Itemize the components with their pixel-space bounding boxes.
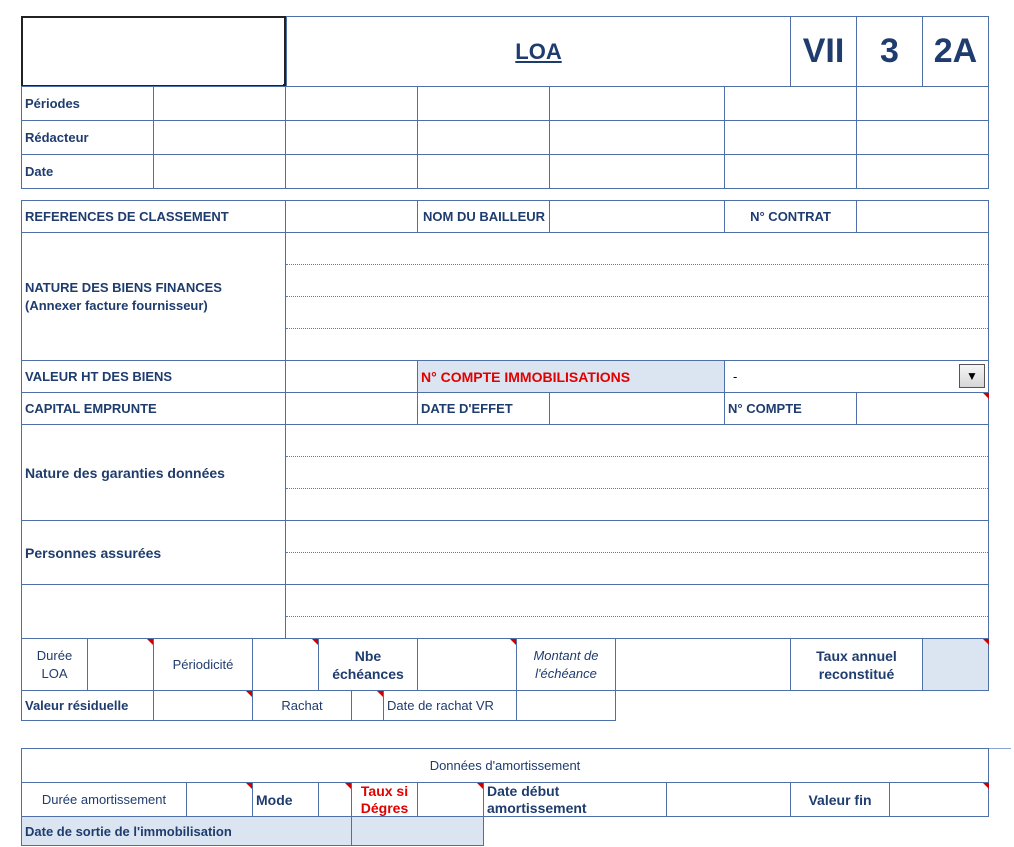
nature-biens-line1: NATURE DES BIENS FINANCES (25, 279, 222, 295)
label-taux-degres (351, 782, 418, 817)
valeur-ht-value[interactable] (285, 360, 418, 393)
date-debut-amortissement-value[interactable] (666, 782, 791, 817)
label-periodes: Périodes (21, 86, 154, 121)
num-contrat-value[interactable] (856, 200, 989, 233)
label-garanties: Nature des garanties données (21, 424, 286, 521)
compte-immo-selected-value: - (733, 369, 738, 384)
redacteur-cell-2[interactable] (285, 120, 418, 155)
periodes-cell-6[interactable] (856, 86, 989, 121)
dropdown-arrow-icon[interactable]: ▼ (959, 364, 985, 388)
dotted-separator (286, 296, 988, 297)
taux-annuel-line1: Taux annuel (816, 647, 897, 664)
redacteur-cell-1[interactable] (153, 120, 286, 155)
section-code-3: 3 (856, 16, 923, 87)
dotted-separator (286, 616, 988, 617)
periodes-cell-2[interactable] (285, 86, 418, 121)
redacteur-cell-4[interactable] (549, 120, 725, 155)
compte-immo-dropdown[interactable] (724, 360, 989, 393)
taux-degres-line2: Dégres (360, 799, 409, 816)
date-cell-2[interactable] (285, 154, 418, 189)
label-compte-immobilisations: N° COMPTE IMMOBILISATIONS (417, 360, 725, 393)
label-personnes-assurees: Personnes assurées (21, 520, 286, 585)
section-title-amortissement: Données d'amortissement (21, 748, 989, 783)
date-sortie-value[interactable] (351, 816, 484, 846)
label-num-contrat: N° CONTRAT (724, 200, 857, 233)
date-cell-1[interactable] (153, 154, 286, 189)
montant-echeance-line2: l'échéance (535, 665, 597, 681)
comment-indicator[interactable] (983, 393, 989, 399)
num-compte-value[interactable] (856, 392, 989, 425)
label-date-debut-amortissement (483, 782, 667, 817)
comment-indicator[interactable] (983, 639, 989, 645)
date-cell-5[interactable] (724, 154, 857, 189)
redacteur-cell-5[interactable] (724, 120, 857, 155)
date-cell-4[interactable] (549, 154, 725, 189)
label-num-compte: N° COMPTE (724, 392, 857, 425)
label-taux-annuel (790, 638, 923, 691)
valeur-residuelle-value[interactable] (153, 690, 253, 721)
periodes-cell-4[interactable] (549, 86, 725, 121)
label-valeur-residuelle: Valeur résiduelle (21, 690, 154, 721)
comment-indicator[interactable] (983, 783, 989, 789)
duree-loa-value[interactable] (87, 638, 154, 691)
label-nom-bailleur: NOM DU BAILLEUR (417, 200, 550, 233)
dotted-separator (286, 552, 988, 553)
form-title: LOA (286, 16, 791, 87)
label-montant-echeance (516, 638, 616, 691)
taux-annuel-line2: reconstitué (818, 665, 895, 682)
date-cell-6[interactable] (856, 154, 989, 189)
taux-degres-value[interactable] (417, 782, 484, 817)
redacteur-cell-6[interactable] (856, 120, 989, 155)
garanties-value[interactable] (285, 424, 989, 521)
label-valeur-fin: Valeur fin (790, 782, 890, 817)
nbe-echeances-line1: Nbe (354, 647, 382, 664)
section-code-2a: 2A (922, 16, 989, 87)
montant-echeance-value[interactable] (615, 638, 791, 691)
selected-cell[interactable] (21, 16, 286, 87)
valeur-fin-value[interactable] (889, 782, 989, 817)
redacteur-cell-3[interactable] (417, 120, 550, 155)
label-duree-amortissement: Durée amortissement (21, 782, 187, 817)
nbe-echeances-value[interactable] (417, 638, 517, 691)
date-debut-line2: amortissement (487, 799, 587, 816)
label-references-classement: REFERENCES DE CLASSEMENT (21, 200, 286, 233)
label-date-effet: DATE D'EFFET (417, 392, 550, 425)
dotted-separator (286, 328, 988, 329)
periodes-cell-5[interactable] (724, 86, 857, 121)
periodes-cell-3[interactable] (417, 86, 550, 121)
selection-edge-marker (989, 748, 1011, 749)
dotted-separator (286, 264, 988, 265)
capital-emprunte-value[interactable] (285, 392, 418, 425)
label-duree-loa (21, 638, 88, 691)
label-periodicite: Périodicité (153, 638, 253, 691)
label-redacteur: Rédacteur (21, 120, 154, 155)
label-date: Date (21, 154, 154, 189)
date-effet-value[interactable] (549, 392, 725, 425)
date-debut-line1: Date début (487, 782, 560, 799)
empty-label-cell[interactable] (21, 584, 286, 639)
dotted-separator (286, 456, 988, 457)
nom-bailleur-value[interactable] (549, 200, 725, 233)
label-nature-biens (21, 232, 286, 361)
dotted-separator (286, 488, 988, 489)
section-code-vii: VII (790, 16, 857, 87)
duree-amortissement-value[interactable] (186, 782, 253, 817)
label-valeur-ht: VALEUR HT DES BIENS (21, 360, 286, 393)
label-rachat: Rachat (252, 690, 352, 721)
duree-loa-line2: LOA (41, 665, 68, 681)
montant-echeance-line1: Montant de (533, 647, 599, 663)
label-mode: Mode (252, 782, 319, 817)
empty-value-cell[interactable] (285, 584, 989, 639)
taux-annuel-value[interactable] (922, 638, 989, 691)
taux-degres-line1: Taux si (360, 782, 409, 799)
label-nbe-echeances (318, 638, 418, 691)
periodes-cell-1[interactable] (153, 86, 286, 121)
label-capital-emprunte: CAPITAL EMPRUNTE (21, 392, 286, 425)
date-cell-3[interactable] (417, 154, 550, 189)
periodicite-value[interactable] (252, 638, 319, 691)
nature-biens-line2: (Annexer facture fournisseur) (25, 297, 208, 313)
label-date-rachat-vr: Date de rachat VR (383, 690, 517, 721)
references-classement-value[interactable] (285, 200, 418, 233)
duree-loa-line1: Durée (36, 647, 73, 663)
nbe-echeances-line2: échéances (332, 665, 404, 682)
date-rachat-vr-value[interactable] (516, 690, 616, 721)
label-date-sortie-immobilisation: Date de sortie de l'immobilisation (21, 816, 352, 846)
